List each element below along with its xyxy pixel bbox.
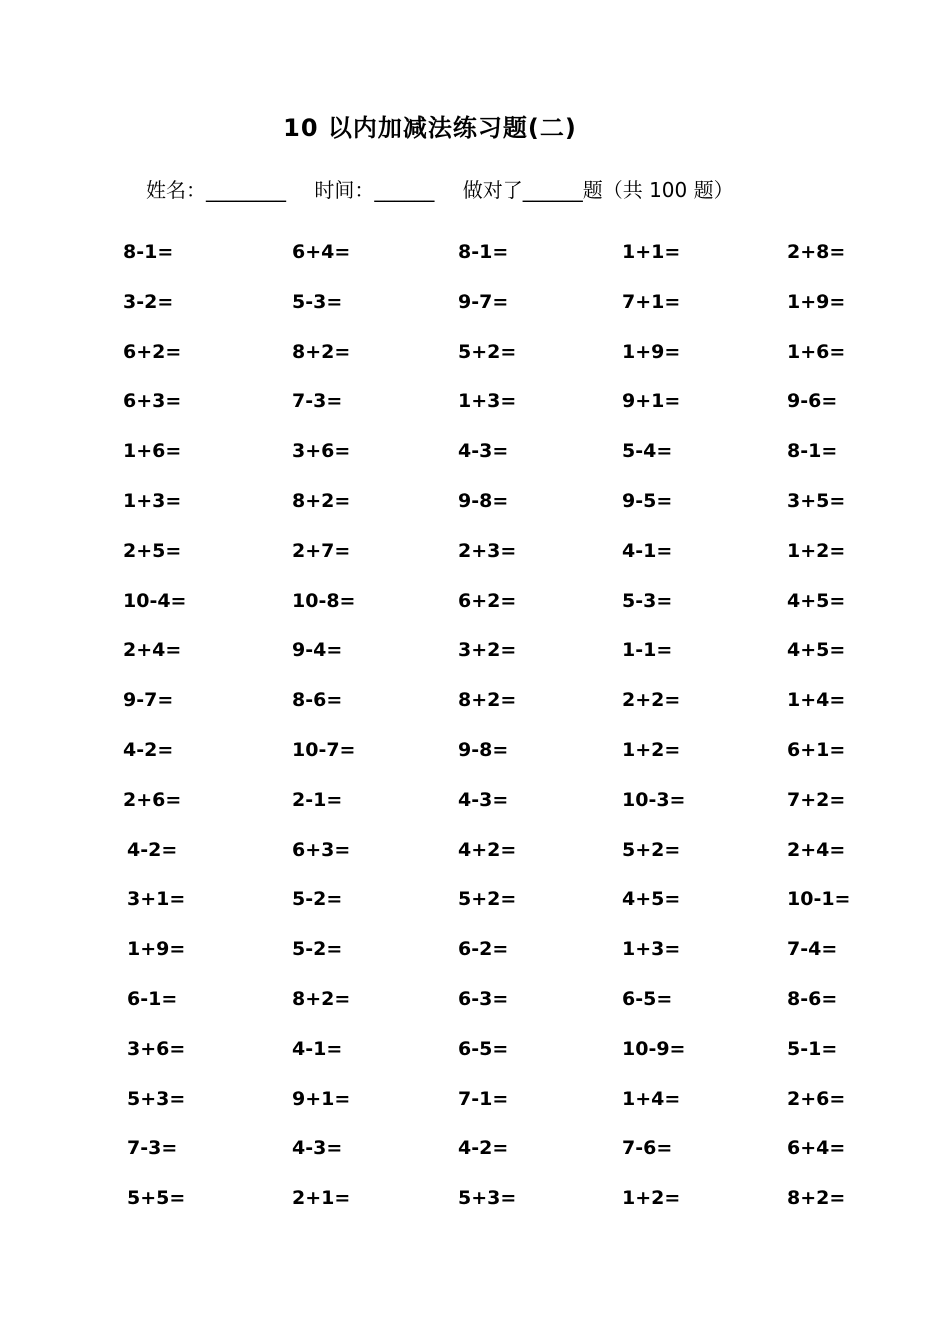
math-problem: 8+2= [292, 340, 351, 363]
math-problem: 6-5= [622, 988, 673, 1010]
math-problem: 6+4= [292, 241, 351, 263]
math-problem: 1+9= [127, 938, 186, 961]
math-problem: 4+5= [787, 589, 846, 612]
math-problem: 4+5= [622, 888, 681, 911]
math-problem: 5-3= [292, 290, 343, 313]
math-problem: 4-3= [458, 440, 509, 463]
math-problem: 2+3= [458, 539, 517, 562]
math-problem: 2+5= [123, 539, 182, 562]
math-problem: 1+2= [787, 539, 846, 562]
math-problem: 6+3= [292, 838, 351, 861]
math-problem: 1+3= [458, 390, 517, 413]
math-problem: 7-3= [127, 1137, 178, 1160]
math-problem: 4+5= [787, 639, 846, 662]
math-problem: 3+2= [458, 639, 517, 662]
math-problem: 2+7= [292, 539, 351, 562]
math-problem: 1+1= [622, 241, 681, 263]
math-problem: 9-8= [458, 490, 509, 512]
math-problem: 6-2= [458, 938, 509, 961]
math-problem: 10-8= [292, 589, 356, 612]
math-problem: 3+5= [787, 490, 846, 512]
math-problem: 9-7= [123, 689, 174, 712]
math-problem: 7+2= [787, 788, 846, 811]
math-problem: 5+3= [458, 1187, 517, 1210]
math-problem: 7+1= [622, 290, 681, 313]
math-problem: 4+2= [458, 838, 517, 861]
math-problem: 6-1= [127, 988, 178, 1010]
correct-count-label: 做对了______题（共 100 题） [462, 178, 734, 202]
math-problem: 7-6= [622, 1137, 673, 1160]
math-problem: 5+5= [127, 1187, 186, 1210]
math-problem: 6-5= [458, 1037, 509, 1060]
math-problem: 9-4= [292, 639, 343, 662]
math-problem: 6+3= [123, 390, 182, 413]
math-problem: 8+2= [458, 689, 517, 712]
math-problem: 2+6= [123, 788, 182, 811]
math-problem: 6-3= [458, 988, 509, 1010]
math-problem: 1+9= [622, 340, 681, 363]
math-problem: 5-3= [622, 589, 673, 612]
math-problem: 3+1= [127, 888, 186, 911]
math-problem: 8-1= [787, 440, 838, 463]
math-problem: 9+1= [292, 1087, 351, 1110]
math-problem: 8+2= [787, 1187, 846, 1210]
math-problem: 6+4= [787, 1137, 846, 1160]
math-problem: 1+4= [787, 689, 846, 712]
math-problem: 8-6= [787, 988, 838, 1010]
page-title: 10 以内加减法练习题(二) [283, 114, 577, 142]
math-problem: 8-1= [123, 241, 174, 263]
math-problem: 3+6= [127, 1037, 186, 1060]
math-problem: 3-2= [123, 290, 174, 313]
math-problem: 3+6= [292, 440, 351, 463]
math-problem: 4-2= [123, 739, 174, 761]
math-problem: 7-1= [458, 1087, 509, 1110]
math-problem: 6+1= [787, 739, 846, 761]
math-problem: 2+6= [787, 1087, 846, 1110]
math-problem: 9-7= [458, 290, 509, 313]
math-problem: 5+3= [127, 1087, 186, 1110]
math-problem: 1+3= [622, 938, 681, 961]
math-problem: 4-3= [458, 788, 509, 811]
math-problem: 1+3= [123, 490, 182, 512]
math-problem: 10-3= [622, 788, 686, 811]
math-problem: 1+2= [622, 739, 681, 761]
math-problem: 6+2= [458, 589, 517, 612]
math-problem: 8+2= [292, 490, 351, 512]
math-problem: 5-1= [787, 1037, 838, 1060]
math-problem: 9-6= [787, 390, 838, 413]
math-problem: 1+4= [622, 1087, 681, 1110]
time-label: 时间：______ [314, 178, 435, 202]
name-label: 姓名：________ [146, 178, 286, 202]
math-problem: 5-2= [292, 888, 343, 911]
math-problem: 6+2= [123, 340, 182, 363]
math-problem: 1-1= [622, 639, 673, 662]
math-problem: 2+4= [123, 639, 182, 662]
math-problem: 2+8= [787, 241, 846, 263]
math-problem: 1+2= [622, 1187, 681, 1210]
math-problem: 4-3= [292, 1137, 343, 1160]
math-problem: 5-4= [622, 440, 673, 463]
math-problem: 10-9= [622, 1037, 686, 1060]
math-problem: 5+2= [622, 838, 681, 861]
math-problem: 2-1= [292, 788, 343, 811]
math-problem: 8+2= [292, 988, 351, 1010]
math-problem: 5+2= [458, 340, 517, 363]
math-problem: 7-4= [787, 938, 838, 961]
math-problem: 5+2= [458, 888, 517, 911]
math-problem: 10-4= [123, 589, 187, 612]
math-problem: 1+6= [123, 440, 182, 463]
math-problem: 10-1= [787, 888, 851, 911]
math-problem: 4-2= [458, 1137, 509, 1160]
student-info-line [146, 174, 734, 203]
math-problem: 7-3= [292, 390, 343, 413]
math-problem: 9-8= [458, 739, 509, 761]
math-problem: 9+1= [622, 390, 681, 413]
math-problem: 10-7= [292, 739, 356, 761]
math-problem: 9-5= [622, 490, 673, 512]
math-problem: 4-2= [127, 838, 178, 861]
math-problem: 2+4= [787, 838, 846, 861]
math-problem: 8-6= [292, 689, 343, 712]
math-problem: 2+1= [292, 1187, 351, 1210]
math-problem: 5-2= [292, 938, 343, 961]
math-problem: 2+2= [622, 689, 681, 712]
math-problem: 1+9= [787, 290, 846, 313]
math-problem: 1+6= [787, 340, 846, 363]
math-problem: 8-1= [458, 241, 509, 263]
math-problem: 4-1= [622, 539, 673, 562]
math-problem: 4-1= [292, 1037, 343, 1060]
